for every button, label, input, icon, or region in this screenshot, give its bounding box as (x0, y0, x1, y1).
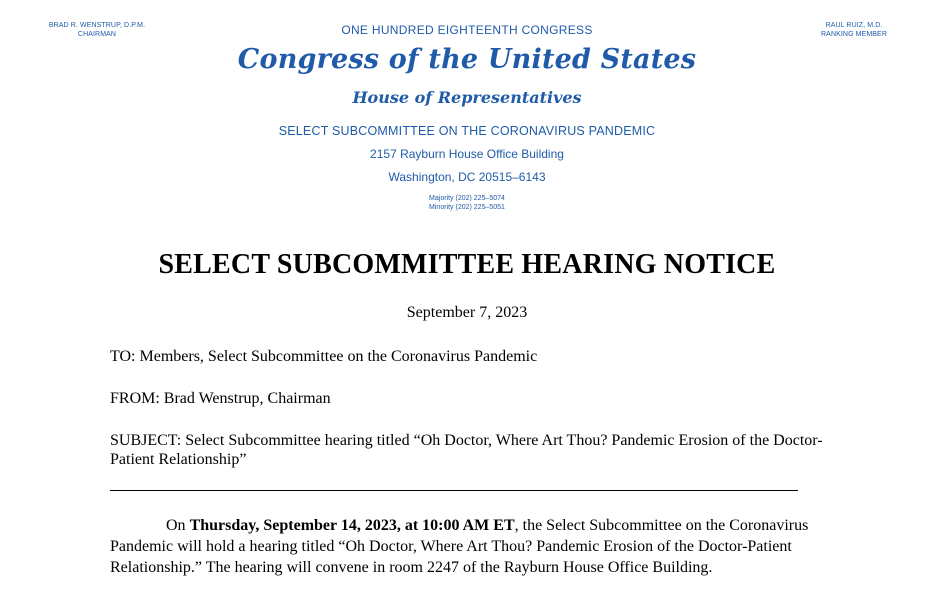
phone-numbers (0, 195, 934, 212)
ranking-member-name: RAUL RUIZ, M.D. (825, 22, 883, 29)
body-lead: On (166, 517, 190, 534)
phone-majority: Majority (202) 225–5074 (429, 195, 505, 202)
chamber-name: House of Representatives (352, 88, 582, 107)
address-line-2: Washington, DC 20515–6143 (388, 170, 546, 184)
divider-rule (110, 490, 798, 491)
memo-from-line: FROM: Brad Wenstrup, Chairman (110, 390, 331, 407)
notice-date: September 7, 2023 (406, 304, 528, 321)
body-paragraph (110, 515, 810, 578)
address-line-1: 2157 Rayburn House Office Building (370, 147, 564, 161)
memo-subject-line: SUBJECT: Select Subcommittee hearing titled “Oh Doctor, Where Art Thou? Pandemic Erosion of the Doctor-Patient Relationship” (110, 432, 823, 468)
subcommittee-name: SELECT SUBCOMMITTEE ON THE CORONAVIRUS PANDEMIC (278, 124, 656, 138)
congress-number: ONE HUNDRED EIGHTEENTH CONGRESS (341, 23, 593, 37)
body-rest: , the Select Subcommittee on the Coronavirus Pandemic will hold a hearing titled “Oh Doctor, Where Art Thou? Pandemic Erosion of the Doctor-Patient Relationship.” The hearing will convene in room 2247 of the Rayburn House Office Building. (110, 517, 809, 576)
hearing-datetime: Thursday, September 14, 2023, at 10:00 AM ET (189, 517, 515, 534)
notice-title: SELECT SUBCOMMITTEE HEARING NOTICE (158, 249, 776, 280)
chairman-role: CHAIRMAN (77, 30, 117, 38)
congress-name: Congress of the United States (237, 44, 697, 75)
phone-minority: Minority (202) 225–5051 (429, 203, 505, 211)
ranking-member-role: RANKING MEMBER (821, 30, 887, 38)
chairman-name: BRAD R. WENSTRUP, D.P.M. (48, 22, 146, 29)
memo-to-line: TO: Members, Select Subcommittee on the Coronavirus Pandemic (110, 348, 538, 365)
